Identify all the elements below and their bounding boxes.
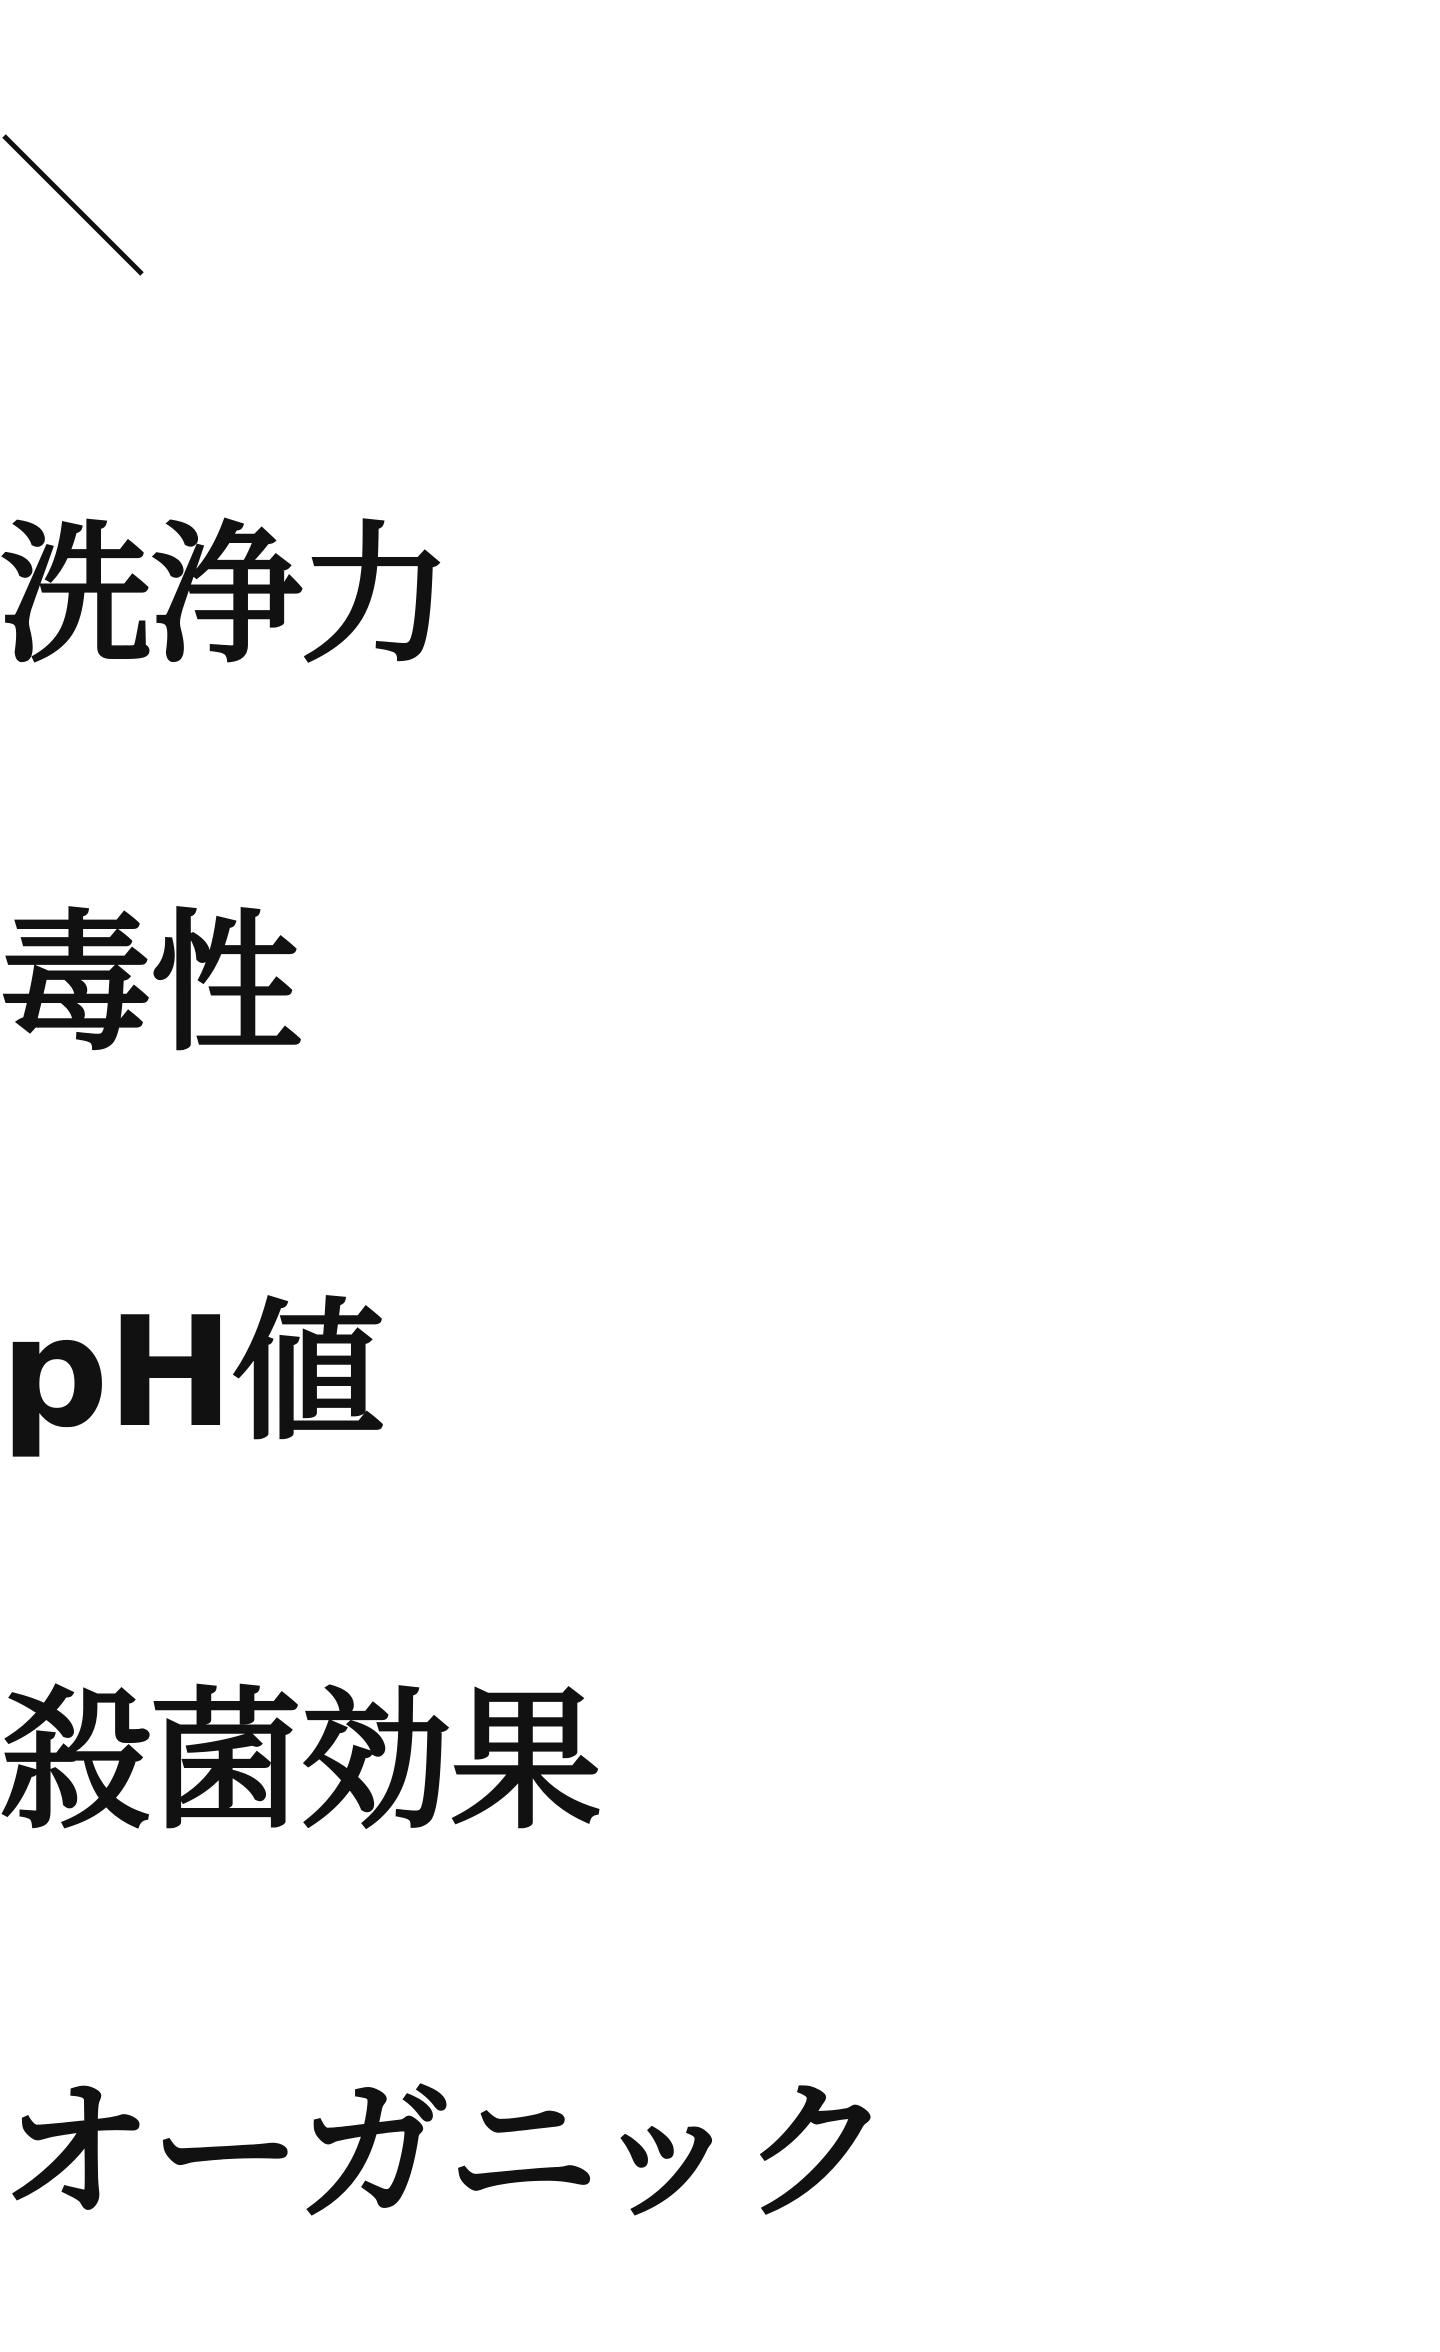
criteria-item-organic: オーガニック: [0, 2064, 891, 2241]
diagonal-slash-stroke: [4, 136, 142, 274]
criteria-item-toxicity: 毒性: [0, 895, 300, 1072]
diagonal-slash-icon: [0, 128, 150, 278]
criteria-item-sterilization-effect: 殺菌効果: [0, 1673, 600, 1850]
criteria-item-ph-value: pH値: [0, 1284, 383, 1461]
diagonal-slash-svg: [0, 128, 150, 278]
criteria-item-cleaning-power: 洗浄力: [0, 507, 450, 684]
